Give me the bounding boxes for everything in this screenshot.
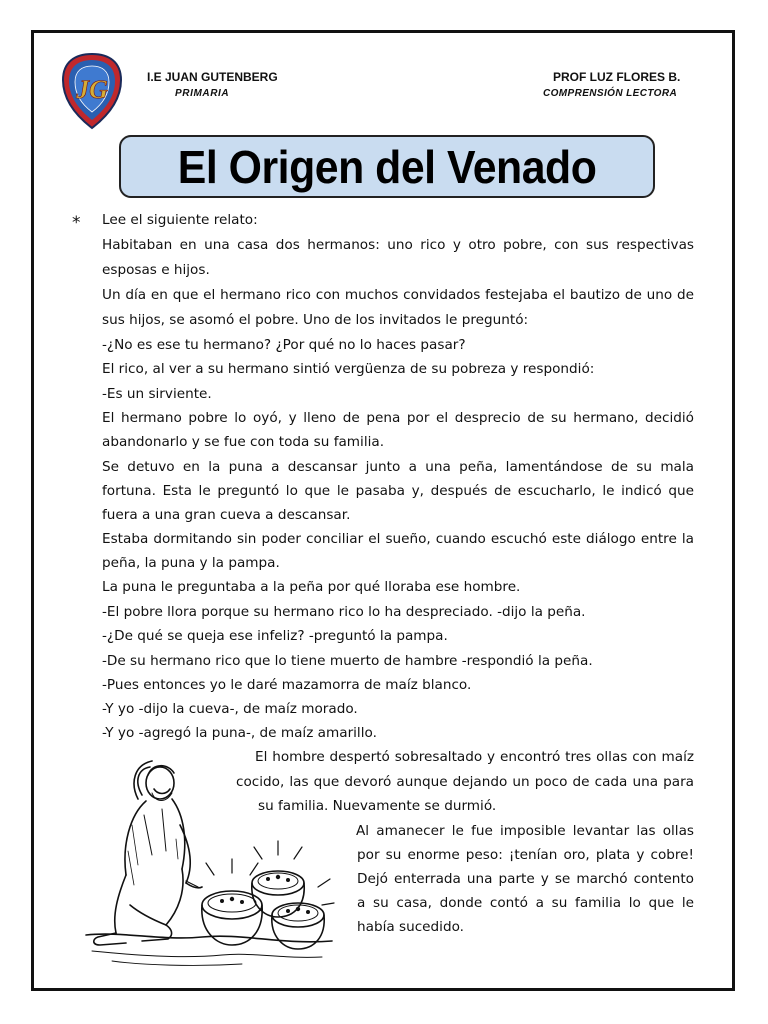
illustration-man-with-pots — [82, 755, 338, 971]
story-line: esposas e hijos. — [102, 262, 210, 278]
story-line: Estaba dormitando sin poder conciliar el sueño, cuando escuchó este diálogo entre la — [102, 531, 694, 547]
story-line: -Pues entonces yo le daré mazamorra de maíz blanco. — [102, 677, 472, 693]
story-line: fuera a una gran cueva a descansar. — [102, 507, 351, 523]
story-line: El hermano pobre lo oyó, y lleno de pena por el desprecio de su hermano, decidió — [102, 410, 694, 426]
story-line: -Y yo -agregó la puna-, de maíz amarillo. — [102, 725, 377, 741]
story-line: cocido, las que devoró aunque dejando un poco de cada una para — [236, 774, 694, 790]
school-level: PRIMARIA — [175, 88, 230, 99]
story-line: había sucedido. — [357, 919, 464, 935]
teacher-name: PROF LUZ FLORES B. — [553, 70, 681, 84]
story-line: -De su hermano rico que lo tiene muerto de hambre -respondió la peña. — [102, 653, 593, 669]
story-line: a su casa, donde contó a su familia lo que le — [357, 895, 694, 911]
story-line: abandonarlo y se fue con toda su familia. — [102, 434, 385, 450]
school-logo — [61, 52, 123, 130]
school-name: I.E JUAN GUTENBERG — [147, 70, 278, 84]
story-line: El hombre despertó sobresaltado y encontró tres ollas con maíz — [255, 749, 694, 765]
story-line: fortuna. Esta le preguntó lo que le pasaba y, después de escucharlo, le indicó que — [102, 483, 694, 499]
story-line: -¿No es ese tu hermano? ¿Por qué no lo haces pasar? — [102, 337, 466, 353]
story-line: su familia. Nuevamente se durmió. — [258, 798, 497, 814]
story-line: peña, la puna y la pampa. — [102, 555, 280, 571]
story-line: Al amanecer le fue imposible levantar las ollas — [356, 823, 694, 839]
bullet-marker: * — [72, 213, 81, 233]
story-line: La puna le preguntaba a la peña por qué lloraba ese hombre. — [102, 579, 521, 595]
story-line: Un día en que el hermano rico con muchos convidados festejaba el bautizo de uno de — [102, 287, 694, 303]
logo-letters: JG — [76, 75, 108, 104]
story-line: Dejó enterrada una parte y se marchó contento — [357, 871, 694, 887]
story-line: Se detuvo en la puna a descansar junto a una peña, lamentándose de su mala — [102, 459, 694, 475]
story-line: Lee el siguiente relato: — [102, 212, 258, 228]
page-title: El Origen del Venado — [177, 140, 597, 193]
story-line: por su enorme peso: ¡tenían oro, plata y cobre! — [357, 847, 694, 863]
story-line: Habitaban en una casa dos hermanos: uno rico y otro pobre, con sus respectivas — [102, 237, 694, 253]
story-line: -¿De qué se queja ese infeliz? -preguntó la pampa. — [102, 628, 448, 644]
title-banner — [119, 135, 655, 198]
story-line: -Es un sirviente. — [102, 386, 212, 402]
subject-name: COMPRENSIÓN LECTORA — [543, 88, 678, 99]
story-line: sus hijos, se asomó el pobre. Uno de los invitados le preguntó: — [102, 312, 529, 328]
story-line: -Y yo -dijo la cueva-, de maíz morado. — [102, 701, 358, 717]
story-line: -El pobre llora porque su hermano rico lo ha despreciado. -dijo la peña. — [102, 604, 586, 620]
story-line: El rico, al ver a su hermano sintió vergüenza de su pobreza y respondió: — [102, 361, 595, 377]
